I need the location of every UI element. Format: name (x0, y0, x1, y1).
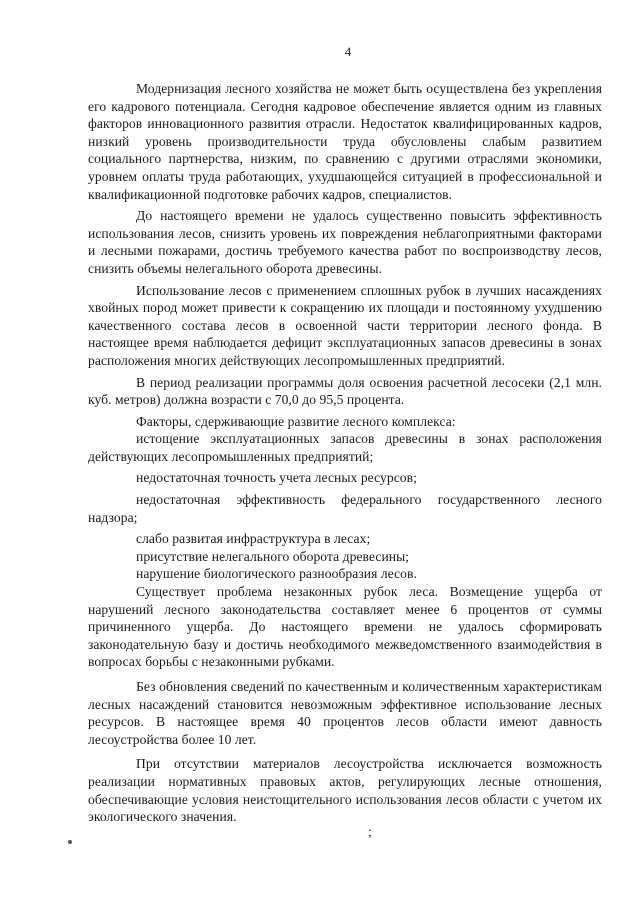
factors-list (88, 430, 602, 583)
paragraph-forest-management: При отсутствии материалов лесоустройства исключается возможность реализации нормативных правовых актов, регулирующих лесные отношения, обеспечивающие условия неистощительного использования лесов области с учетом их экологического значения. (88, 756, 602, 825)
list-item: недостаточная точность учета лесных ресурсов; (136, 470, 417, 486)
paragraph-personnel: Модернизация лесного хозяйства не может быть осуществлена без укрепления его кадрового потенциала. Сегодня кадровое обеспечение является одним из главных факторов инновационного развития отрасли. Недостаток квалифицированных кадров, низкий уровень производительности труда обусловлены слабым развитием социального партнерства, низким, по сравнению с другими отраслями экономики, уровнем оплаты труда работающих, ухудшающейся ситуацией в профессиональной и квалификационной подготовке рабочих кадров, специалистов. (88, 81, 602, 202)
list-item: нарушение биологического разнообразия лесов. (136, 566, 417, 582)
list-item: слабо развитая инфраструктура в лесах; (136, 531, 371, 547)
list-item: присутствие нелегального оборота древесины; (136, 548, 410, 564)
paragraph-factors-heading: Факторы, сдерживающие развитие лесного комплекса: (136, 413, 456, 429)
document-body (88, 80, 602, 826)
list-item: истощение эксплуатационных запасов древесины в зонах расположения действующих лесопромышленных предприятий; (88, 431, 602, 464)
paragraph-illegal-logging: Существует проблема незаконных рубок леса. Возмещение ущерба от нарушений лесного законодательства составляет менее 6 процентов от суммы причиненного ущерба. До настоящего времени не удалось сформировать законодательную базу и достичь необходимого межведомственного взаимодействия в вопросах борьбы с незаконными рубками. (88, 584, 602, 670)
scan-artifact-dot (68, 840, 72, 844)
list-item: недостаточная эффективность федерального государственного лесного надзора; (88, 492, 602, 525)
paragraph-efficiency: До настоящего времени не удалось существенно повысить эффективность использования лесов, снизить уровень их повреждения неблагоприятными факторами и лесными пожарами, достичь требуемого качества работ по воспроизводству лесов, снизить объемы нелегального оборота древесины. (88, 208, 602, 276)
scan-artifact-mark: ; (368, 825, 372, 840)
paragraph-forest-inventory: Без обновления сведений по качественным и количественным характеристикам лесных насаждений становится невозможным эффективное использование лесных ресурсов. В настоящее время 40 процентов лесов области имеют давность лесоустройства более 10 лет. (88, 679, 602, 747)
paragraph-clear-cutting: Использование лесов с применением сплошных рубок в лучших насаждениях хвойных пород может привести к сокращению их площади и постоянному ухудшению качественного состава лесов в освоенной части территории лесного фонда. В настоящее время наблюдается дефицит эксплуатационных запасов древесины в зонах расположения многих действующих лесопромышленных предприятий. (88, 282, 602, 368)
paragraph-program-period: В период реализации программы доля освоения расчетной лесосеки (2,1 млн. куб. метров) должна возрасти с 70,0 до 95,5 процента. (88, 374, 602, 408)
page-number: 4 (344, 44, 352, 59)
